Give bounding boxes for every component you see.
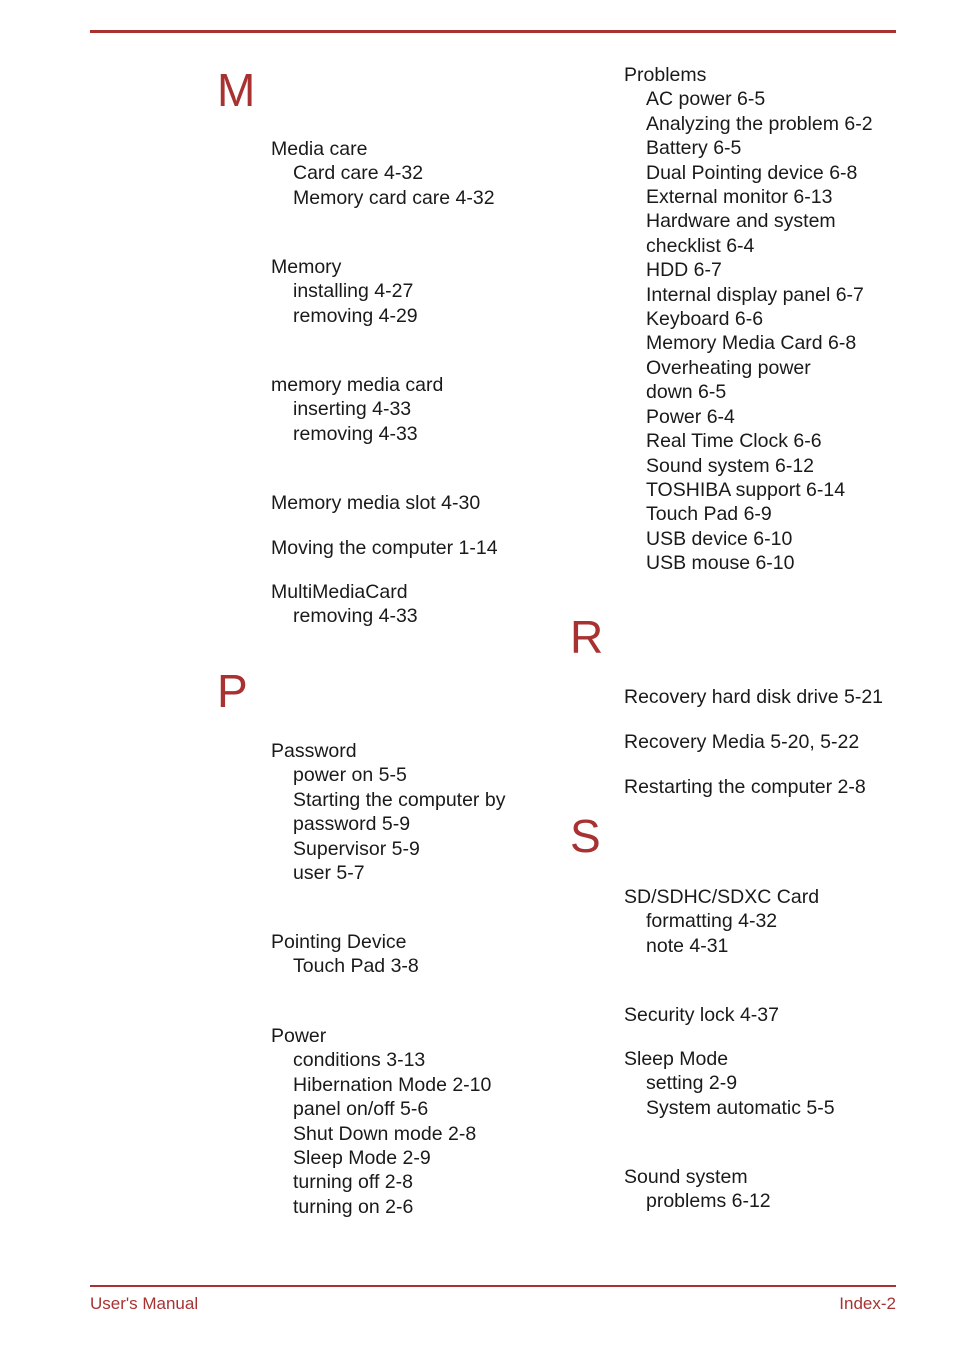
section-letter-p: P (217, 665, 248, 717)
index-subterm: conditions 3-13 (293, 1049, 426, 1072)
index-subterm: Hibernation Mode 2-10 (293, 1073, 492, 1096)
index-subterm: turning on 2-6 (293, 1195, 414, 1218)
index-subterm: Battery 6-5 (646, 137, 742, 160)
index-term: Moving the computer 1-14 (271, 537, 498, 559)
index-term: Recovery Media 5-20, 5-22 (624, 731, 860, 753)
index-entry-multimediacard (271, 580, 418, 629)
index-term: Problems (624, 64, 707, 86)
index-entry-security-lock (624, 1003, 779, 1027)
index-entry-power (271, 1024, 491, 1219)
index-entry-memory-media-card (271, 373, 443, 446)
index-entry-memory (271, 255, 418, 328)
index-subterm: installing 4-27 (293, 280, 414, 303)
index-subterm: USB device 6-10 (646, 527, 793, 550)
footer-rule (90, 1285, 896, 1287)
index-subterm: USB mouse 6-10 (646, 552, 795, 575)
index-subterm: formatting 4-32 (646, 910, 778, 933)
index-subterm: Supervisor 5-9 (293, 837, 420, 860)
index-subterm: Card care 4-32 (293, 162, 424, 185)
index-subterm: Touch Pad 3-8 (293, 955, 419, 978)
section-letter-s: S (570, 810, 601, 862)
index-subterm: TOSHIBA support 6-14 (646, 478, 846, 501)
index-entry-media-care (271, 137, 495, 210)
index-subterm: inserting 4-33 (293, 398, 412, 421)
index-subterm: Hardware and system (646, 210, 836, 233)
index-subterm: Internal display panel 6-7 (646, 283, 864, 306)
index-subterm: External monitor 6-13 (646, 186, 833, 209)
index-entry-problems (624, 63, 873, 576)
index-subterm: Sound system 6-12 (646, 454, 815, 477)
index-subterm: Sleep Mode 2-9 (293, 1147, 431, 1170)
index-entry-password (271, 739, 505, 885)
index-subterm: note 4-31 (646, 934, 729, 957)
index-subterm: Starting the computer by (293, 788, 506, 811)
index-subterm: removing 4-33 (293, 605, 418, 628)
index-term: Sound system (624, 1166, 748, 1188)
index-subterm: power on 5-5 (293, 764, 407, 787)
index-term: Power (271, 1025, 327, 1047)
index-subterm: down 6-5 (646, 381, 727, 404)
section-letter-m: M (217, 64, 256, 116)
index-subterm: removing 4-29 (293, 304, 418, 327)
index-entry-pointing-device (271, 930, 419, 979)
index-subterm: Memory Media Card 6-8 (646, 332, 857, 355)
index-term: Sleep Mode (624, 1048, 729, 1070)
index-subterm: Shut Down mode 2-8 (293, 1122, 477, 1145)
index-term: Recovery hard disk drive 5-21 (624, 686, 884, 708)
index-subterm: AC power 6-5 (646, 88, 766, 111)
index-subterm: Keyboard 6-6 (646, 308, 764, 331)
index-term: Memory media slot 4-30 (271, 492, 481, 514)
index-term: Pointing Device (271, 931, 407, 953)
index-subterm: setting 2-9 (646, 1072, 738, 1095)
footer-page-number: Index-2 (839, 1294, 896, 1313)
index-term: Restarting the computer 2-8 (624, 776, 866, 798)
index-entry-moving-the-computer (271, 536, 498, 560)
index-term: memory media card (271, 374, 444, 396)
index-entry-sound-system (624, 1165, 771, 1214)
index-term: Security lock 4-37 (624, 1004, 779, 1026)
index-subterm: Analyzing the problem 6-2 (646, 112, 873, 135)
index-subterm: Touch Pad 6-9 (646, 503, 772, 526)
footer-manual-title: User's Manual (90, 1294, 199, 1313)
index-term: SD/SDHC/SDXC Card (624, 886, 820, 908)
index-subterm: user 5-7 (293, 862, 365, 885)
index-entry-recovery-hard-disk-drive (624, 685, 883, 709)
index-entry-recovery-media (624, 730, 859, 754)
index-subterm: problems 6-12 (646, 1190, 771, 1213)
section-letter-r: R (570, 611, 604, 663)
index-subterm: Power 6-4 (646, 405, 735, 428)
index-term: Password (271, 740, 357, 762)
index-entry-sleep-mode (624, 1047, 835, 1120)
index-subterm: System automatic 5-5 (646, 1096, 835, 1119)
index-entry-sd-card (624, 885, 819, 958)
index-subterm: turning off 2-8 (293, 1171, 413, 1194)
index-term: Media care (271, 138, 368, 160)
index-subterm: HDD 6-7 (646, 259, 722, 282)
index-subterm: Memory card care 4-32 (293, 186, 495, 209)
index-subterm: Dual Pointing device 6-8 (646, 161, 858, 184)
index-term: MultiMediaCard (271, 581, 408, 603)
index-subterm: Real Time Clock 6-6 (646, 430, 822, 453)
index-subterm: checklist 6-4 (646, 234, 755, 257)
header-rule (90, 30, 896, 33)
index-subterm: Overheating power (646, 356, 811, 379)
index-term: Memory (271, 256, 342, 278)
index-subterm: panel on/off 5-6 (293, 1098, 429, 1121)
index-subterm: removing 4-33 (293, 422, 418, 445)
index-entry-restarting-the-computer (624, 775, 866, 799)
index-entry-memory-media-slot (271, 491, 480, 515)
index-subterm: password 5-9 (293, 813, 411, 836)
